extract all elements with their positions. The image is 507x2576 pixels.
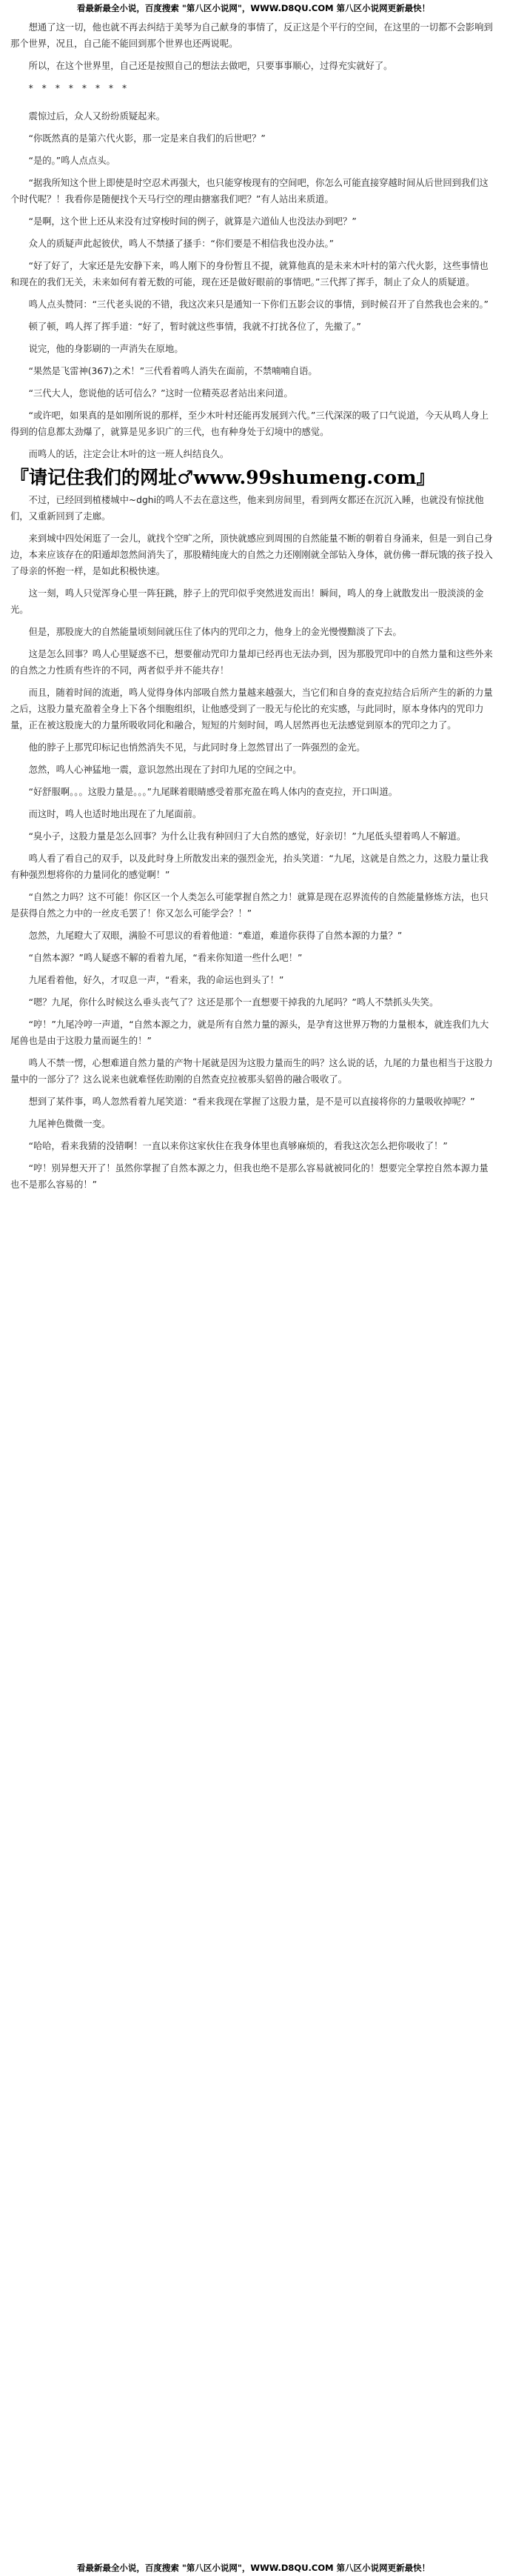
paragraph: 鸣人看了看自己的双手，以及此时身上所散发出来的强烈金光，抬头笑道：“九尾，这就是自然之力，这股力量让我有种强烈想将你的力量同化的感觉啊！” (10, 853, 488, 880)
paragraph: 忽然，鸣人心神猛地一震，意识忽然出现在了封印九尾的空间之中。 (28, 765, 302, 775)
paragraph: “是的。”鸣人点点头。 (28, 156, 115, 166)
paragraph: 想到了某件事，鸣人忽然看着九尾笑道：“看来我现在掌握了这股力量，是不是可以直接将你的力量吸收掉呢？” (28, 1096, 475, 1107)
paragraph: “嗯？九尾，你什么时候这么垂头丧气了？这还是那个一直想要干掉我的九尾吗？”鸣人不禁抓头失笑。 (28, 997, 439, 1008)
paragraph: 这一刻，鸣人只觉浑身心里一阵狂跳，脖子上的咒印似乎突然进发而出！瞬间，鸣人的身上就散发出一股淡淡的金光。 (10, 588, 484, 615)
top-banner: 看最新最全小说，百度搜索 "第八区小说网"，WWW.D8QU.COM 第八区小说网更新最快！ (76, 3, 431, 13)
paragraph: “是啊，这个世上还从来没有过穿梭时间的例子，就算是六道仙人也没法办到吧？” (28, 216, 357, 227)
paragraph: 忽然，九尾瞪大了双眼，满脸不可思议的看着他道：“难道，难道你获得了自然本源的力量？” (28, 931, 403, 941)
paragraph: “自然本源？”鸣人疑惑不解的看着九尾，“看来你知道一些什么吧！” (28, 953, 303, 963)
section-separator: * * * * * * * * (28, 83, 130, 93)
paragraph: “三代大人，您说他的话可信么？”这时一位精英忍者站出来问道。 (28, 388, 293, 399)
paragraph: 说完，他的身影刷的一声消失在原地。 (28, 344, 184, 354)
paragraph: “哼！别异想天开了！虽然你掌握了自然本源之力，但我也绝不是那么容易就被同化的！想要完全掌控自然本源力量也不是那么容易的！” (10, 1163, 488, 1190)
paragraph: “哈哈，看来我猜的没错啊！一直以来你这家伙住在我身体里也真够麻烦的，看我这次怎么把你吸收了！” (28, 1141, 448, 1151)
paragraph: 震惊过后，众人又纷纷质疑起来。 (28, 111, 166, 122)
bottom-banner: 看最新最全小说，百度搜索 "第八区小说网"，WWW.D8QU.COM 第八区小说网更新最快！ (76, 2563, 431, 2573)
paragraph: “果然是飞雷神(367)之术！”三代看着鸣人消失在面前，不禁喃喃自语。 (28, 366, 318, 376)
paragraph: 众人的质疑声此起彼伏，鸣人不禁搔了搔手：“你们要是不相信我也没办法。” (28, 239, 334, 249)
paragraph: 不过，已经回到植楼城中~dghi的鸣人不去在意这些，他来到房间里，看到两女都还在沉沉入睡，也就没有惊扰他们，又重新回到了走廊。 (10, 495, 484, 522)
paragraph: 所以，在这个世界里，自己还是按照自己的想法去做吧，只要事事顺心，过得充实就好了。 (28, 61, 393, 71)
paragraph: 而且，随着时间的流逝，鸣人觉得身体内部吸自然力量越来越强大，当它们和自身的查克拉结合后所产生的新的力量之后，这股力量充盈着全身上下各个细胞组织，让他感受到了一股无与伦比的充实感，与此同时，原本身体内的咒印力量，正在被这股庞大的力量所吸收同化和融合，短短的片刻时间，鸣人居然再也无法感觉到原本的咒印之力了。 (10, 688, 493, 730)
paragraph: “据我所知这个世上即使是时空忍术再强大，也只能穿梭现有的空间吧，你怎么可能直接穿越时间从后世回到我们这个时代呢？！我看你是随便找个天马行空的理由搪塞我们吧？”有人站出来质道。 (10, 178, 488, 204)
paragraph: “你既然真的是第六代火影，那一定是来自我们的后世吧？” (28, 133, 266, 144)
paragraph: 顿了顿，鸣人挥了挥手道：“好了，暂时就这些事情，我就不打扰各位了，先撤了。” (28, 322, 361, 332)
paragraph: 而鸣人的话，注定会让木叶的这一班人纠结良久。 (28, 449, 229, 459)
paragraph: “自然之力吗？这不可能！你区区一个人类怎么可能掌握自然之力！就算是现在忍界流传的自然能量修炼方法，也只是获得自然之力中的一丝皮毛罢了！你又怎么可能学会？！” (10, 892, 488, 919)
chapter-text (0, 19, 507, 1199)
paragraph: 九尾看着他，好久，才叹息一声，“看来，我的命运也到头了！” (28, 975, 284, 985)
site-watermark: 『请记住我们的网址♂www.99shumeng.com』 (10, 467, 435, 488)
paragraph: “好舒服啊。。。这股力量是。。。”九尾眯着眼睛感受着那充盈在鸣人体内的查克拉，开口叫道。 (28, 787, 398, 797)
paragraph: “哼！”九尾冷哼一声道，“自然本源之力，就是所有自然力量的源头，是孕育这世界万物的力量根本，就连我们九大尾兽也是由于这股力量而诞生的！” (10, 1019, 489, 1046)
paragraph: 来到城中四处闲逛了一会儿，就找个空旷之所，顶快就感应到周围的自然能量不断的朝着自身涌来，但是一到自己身边，本来应该存在的阳遁却忽然间消失了，那股精纯庞大的自然之力还刚刚就全部钻入身体，就仿佛一群玩饿的孩子投入了母亲的怀抱一样，是如此积极快速。 (10, 533, 493, 576)
paragraph: 鸣人不禁一愣，心想难道自然力量的产物十尾就是因为这股力量而生的吗？这么说的话，九尾的力量也相当于这股力量中的一部分了？这么说来也就难怪佐助刚的自然查克拉被那头貂兽的融合吸收了。 (10, 1058, 493, 1085)
paragraph: 但是，那股庞大的自然能量顷刻间就压住了体内的咒印之力，他身上的金光慢慢黯淡了下去。 (28, 627, 402, 637)
paragraph: “臭小子，这股力量是怎么回事？为什么让我有种回归了大自然的感觉，好亲切！”九尾低头望着鸣人不解道。 (28, 831, 466, 842)
paragraph: 想通了这一切，他也就不再去纠结于美琴为自己献身的事情了，反正这是个平行的空间，在这里的一切都不会影响到那个世界，况且，自己能不能回到那个世界也还两说呢。 (10, 22, 493, 49)
paragraph: 九尾神色微微一变。 (28, 1119, 111, 1129)
paragraph: “好了好了，大家还是先安静下来，鸣人刚下的身份暂且不提，就算他真的是未来木叶村的第六代火影，这些事情也和现在的我们无关，未来如何有着无数的可能，现在还是做好眼前的事情吧。”三代挥了挥手，制止了众人的质疑道。 (10, 261, 488, 287)
paragraph: 而这时，鸣人也适时地出现在了九尾面前。 (28, 809, 202, 819)
paragraph: “或许吧，如果真的是如刚所说的那样，至少木叶村还能再发展到六代。”三代深深的吸了口气说道，今天从鸣人身上得到的信息都太劲爆了，就算是见多识广的三代，也有种身处于幻境中的感觉。 (10, 410, 489, 437)
paragraph: 鸣人点头赞同：“三代老头说的不错，我这次来只是通知一下你们五影会议的事情，到时候召开了自然我也会来的。” (28, 299, 489, 310)
paragraph: 他的脖子上那咒印标记也悄然消失不见，与此同时身上忽然冒出了一阵强烈的金光。 (28, 742, 366, 753)
paragraph: 这是怎么回事？鸣人心里疑惑不已，想要催动咒印力量却已经再也无法办到，因为那股咒印中的自然力量和这些外来的自然之力性质有些许的不同，两者似乎并不能共存！ (10, 649, 493, 676)
